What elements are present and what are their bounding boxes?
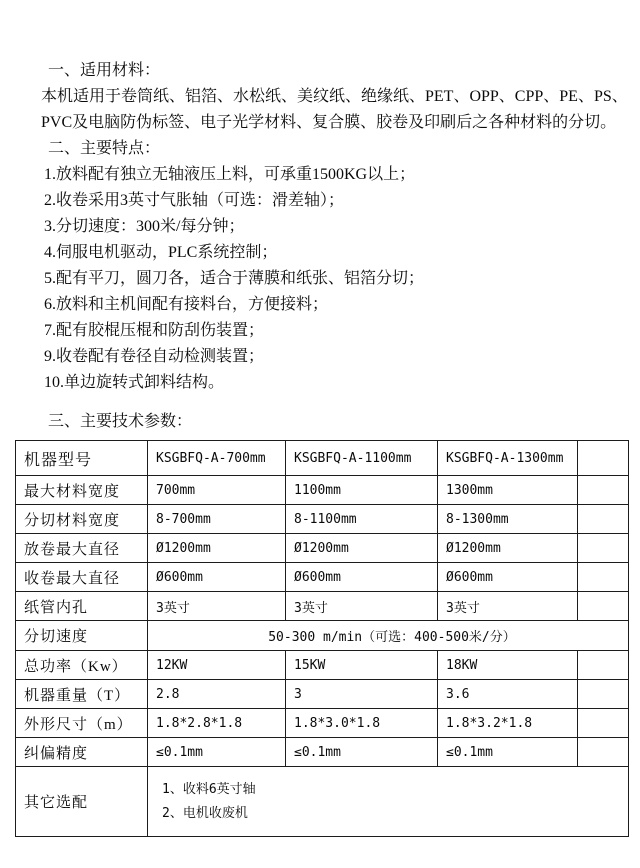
spec-value: ≤0.1mm: [286, 738, 438, 767]
feature-item: 9.收卷配有卷径自动检测装置；: [44, 348, 265, 365]
empty-cell: [578, 651, 629, 680]
spec-label: 外形尺寸（m）: [16, 709, 148, 738]
empty-cell: [578, 709, 629, 738]
spec-row-correction-accuracy: [16, 738, 629, 767]
spec-value: 15KW: [286, 651, 438, 680]
section-2-heading: 二、主要特点：: [48, 140, 161, 157]
option-line: 1、收料6英寸轴: [162, 781, 256, 797]
spec-label: 总功率（Kw）: [16, 651, 148, 680]
spec-header-label: 机器型号: [16, 441, 148, 476]
feature-item: 4.伺服电机驱动，PLC系统控制；: [44, 244, 278, 261]
feature-item: 1.放料配有独立无轴液压上料，可承重1500KG以上；: [44, 166, 416, 183]
spec-value: Ø600mm: [438, 563, 578, 592]
spec-value: 1.8*2.8*1.8: [148, 709, 286, 738]
spec-value: 8-1100mm: [286, 505, 438, 534]
spec-value: Ø600mm: [286, 563, 438, 592]
empty-cell: [578, 738, 629, 767]
intro-paragraph-line-1: 本机适用于卷筒纸、铝箔、水松纸、美纹纸、绝缘纸、PET、OPP、CPP、PE、PS、: [41, 88, 628, 105]
spec-label: 其它选配: [16, 767, 148, 837]
model-name: KSGBFQ-A-1100mm: [286, 441, 438, 476]
spec-value-merged: [148, 767, 629, 837]
feature-item: 6.放料和主机间配有接料台，方便接料；: [44, 296, 329, 313]
spec-row-slitting-width: [16, 505, 629, 534]
empty-cell: [578, 592, 629, 621]
model-name: KSGBFQ-A-1300mm: [438, 441, 578, 476]
spec-value: 700mm: [148, 476, 286, 505]
spec-label: 纸管内孔: [16, 592, 148, 621]
spec-value: Ø1200mm: [438, 534, 578, 563]
spec-value: 1.8*3.2*1.8: [438, 709, 578, 738]
spec-row-dimensions: [16, 709, 629, 738]
spec-row-unwind-diameter: [16, 534, 629, 563]
section-1-heading: 一、适用材料：: [48, 62, 161, 79]
spec-value: 1100mm: [286, 476, 438, 505]
spec-row-slitting-speed: [16, 621, 629, 651]
spec-value: 3英寸: [148, 592, 286, 621]
spec-row-rewind-diameter: [16, 563, 629, 592]
spec-value: 8-1300mm: [438, 505, 578, 534]
empty-cell: [578, 680, 629, 709]
spec-value: 3: [286, 680, 438, 709]
empty-cell: [578, 563, 629, 592]
spec-label: 分切材料宽度: [16, 505, 148, 534]
spec-value-merged: 50-300 m/min（可选：400-500米/分）: [148, 621, 629, 651]
spec-value: 18KW: [438, 651, 578, 680]
spec-value: 8-700mm: [148, 505, 286, 534]
intro-paragraph-line-2: PVC及电脑防伪标签、电子光学材料、复合膜、胶卷及印刷后之各种材料的分切。: [41, 114, 617, 131]
spec-value: 3.6: [438, 680, 578, 709]
spec-header-row: [16, 441, 629, 476]
spec-label: 最大材料宽度: [16, 476, 148, 505]
spec-row-total-power: [16, 651, 629, 680]
spec-table: [15, 440, 629, 837]
spec-value: ≤0.1mm: [438, 738, 578, 767]
spec-row-core-bore: [16, 592, 629, 621]
spec-value: Ø1200mm: [286, 534, 438, 563]
feature-item: 5.配有平刀，圆刀各，适合于薄膜和纸张、铝箔分切；: [44, 270, 425, 287]
spec-value: Ø1200mm: [148, 534, 286, 563]
spec-value: 12KW: [148, 651, 286, 680]
empty-cell: [578, 505, 629, 534]
spec-value: 2.8: [148, 680, 286, 709]
feature-item: 2.收卷采用3英寸气胀轴（可选：滑差轴）；: [44, 192, 345, 209]
spec-value: ≤0.1mm: [148, 738, 286, 767]
section-3-heading: 三、主要技术参数：: [48, 413, 193, 430]
spec-row-max-material-width: [16, 476, 629, 505]
option-line: 2、电机收废机: [162, 805, 248, 821]
model-name: KSGBFQ-A-700mm: [148, 441, 286, 476]
spec-row-machine-weight: [16, 680, 629, 709]
feature-item: 10.单边旋转式卸料结构。: [44, 374, 225, 391]
spec-value: 1.8*3.0*1.8: [286, 709, 438, 738]
feature-item: 7.配有胶棍压棍和防刮伤装置；: [44, 322, 265, 339]
spec-value: 1300mm: [438, 476, 578, 505]
spec-label: 机器重量（T）: [16, 680, 148, 709]
spec-row-optional-extras: [16, 767, 629, 837]
spec-value: 3英寸: [286, 592, 438, 621]
spec-label: 分切速度: [16, 621, 148, 651]
feature-item: 3.分切速度：300米/每分钟；: [44, 218, 245, 235]
empty-cell: [578, 534, 629, 563]
spec-value: Ø600mm: [148, 563, 286, 592]
spec-label: 纠偏精度: [16, 738, 148, 767]
spec-value: 3英寸: [438, 592, 578, 621]
spec-label: 收卷最大直径: [16, 563, 148, 592]
empty-cell: [578, 476, 629, 505]
empty-cell: [578, 441, 629, 476]
spec-label: 放卷最大直径: [16, 534, 148, 563]
